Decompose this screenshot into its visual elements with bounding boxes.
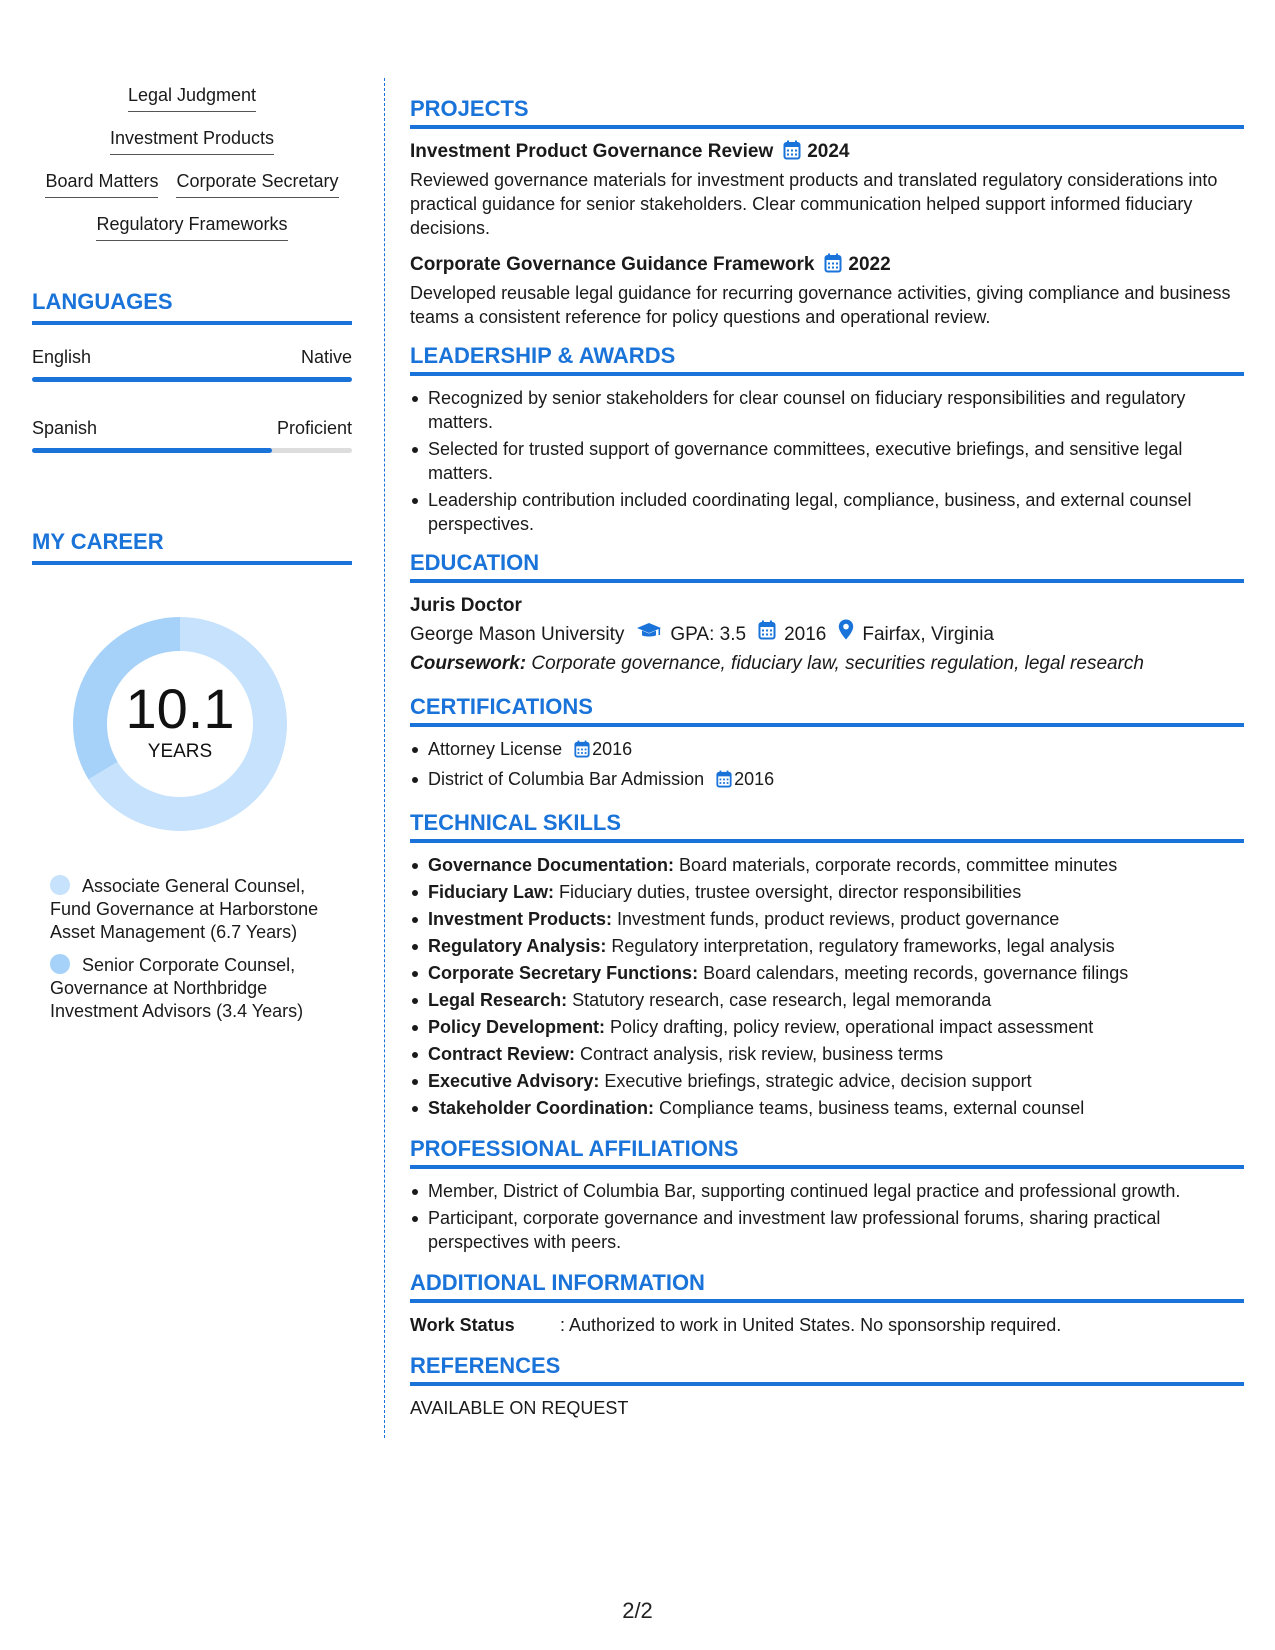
coursework-list: Corporate governance, fiduciary law, securities regulation, legal research	[526, 653, 1144, 674]
graduation-cap-icon	[636, 620, 662, 650]
career-section	[32, 529, 352, 1023]
skill-value: Compliance teams, business teams, external counsel	[654, 1098, 1085, 1118]
project-description: Developed reusable legal guidance for recurring governance activities, giving compliance and business teams a consistent reference for policy questions and operational review.	[410, 283, 1231, 327]
skill-label: Governance Documentation:	[428, 855, 675, 875]
career-role: Associate General Counsel, Fund Governance at Harborstone Asset Management (6.7 Years)	[50, 876, 319, 942]
section-heading: REFERENCES	[410, 1353, 1244, 1386]
skill-item	[410, 1015, 1244, 1039]
skill-tag: Regulatory Frameworks	[96, 213, 287, 241]
languages-section	[32, 289, 352, 453]
skill-label: Regulatory Analysis:	[428, 936, 607, 956]
calendar-icon	[716, 770, 732, 794]
skill-label: Corporate Secretary Functions:	[428, 963, 699, 983]
language-name: Spanish	[32, 418, 98, 438]
skill-value: Statutory research, case research, legal memoranda	[567, 990, 992, 1010]
language-bar-fill	[32, 448, 272, 453]
language-item	[32, 416, 352, 453]
certification-item	[410, 737, 1244, 764]
calendar-icon	[574, 740, 590, 764]
career-legend	[50, 875, 330, 1023]
skill-label: Fiduciary Law:	[428, 882, 555, 902]
certifications-section	[410, 694, 1244, 794]
career-total-unit: YEARS	[147, 741, 213, 762]
list-item: Participant, corporate governance and investment law professional forums, sharing practical perspectives with peers.	[410, 1206, 1244, 1254]
section-heading: ADDITIONAL INFORMATION	[410, 1270, 1244, 1303]
language-level: Native	[300, 347, 352, 367]
calendar-icon	[783, 140, 801, 168]
project-item	[410, 252, 1244, 329]
project-title: Corporate Governance Guidance Framework	[410, 254, 815, 275]
school-location: Fairfax, Virginia	[862, 623, 994, 645]
certification-name: District of Columbia Bar Admission	[428, 769, 705, 789]
legend-dot	[50, 875, 70, 895]
skill-item	[410, 1069, 1244, 1093]
project-item	[410, 139, 1244, 240]
section-heading: LANGUAGES	[32, 289, 352, 325]
references-text: AVAILABLE ON REQUEST	[410, 1398, 629, 1418]
project-year: 2022	[848, 254, 891, 275]
skill-value: Board materials, corporate records, committee minutes	[674, 855, 1118, 875]
project-title: Investment Product Governance Review	[410, 141, 774, 162]
skill-label: Investment Products:	[428, 909, 613, 929]
skill-value: Fiduciary duties, trustee oversight, director responsibilities	[554, 882, 1022, 902]
skill-label: Legal Research:	[428, 990, 568, 1010]
language-level: Proficient	[276, 418, 352, 438]
graduation-year: 2016	[784, 623, 827, 645]
left-column	[32, 84, 352, 1033]
section-heading: PROJECTS	[410, 96, 1244, 129]
skill-tags	[32, 84, 352, 241]
column-divider	[384, 78, 385, 1438]
leadership-section	[410, 343, 1244, 536]
project-description: Reviewed governance materials for investment products and translated regulatory considerations into practical guidance for senior stakeholders. Clear communication helped support informed fiduciary decisions.	[410, 170, 1218, 238]
career-legend-item	[50, 875, 330, 944]
certification-item	[410, 767, 1244, 794]
skill-value: Investment funds, product reviews, product governance	[612, 909, 1060, 929]
technical-skills-section	[410, 810, 1244, 1120]
career-legend-item	[50, 954, 330, 1023]
section-heading: PROFESSIONAL AFFILIATIONS	[410, 1136, 1244, 1169]
skill-item	[410, 961, 1244, 985]
language-bar-fill	[32, 377, 352, 382]
page-number: 2/2	[622, 1598, 653, 1623]
calendar-icon	[758, 620, 776, 650]
education-section	[410, 550, 1244, 678]
section-heading: MY CAREER	[32, 529, 352, 565]
info-value: : Authorized to work in United States. No sponsorship required.	[560, 1315, 1062, 1335]
skill-tag: Board Matters	[45, 170, 158, 198]
career-donut-chart	[65, 609, 295, 839]
additional-info-section	[410, 1270, 1244, 1337]
legend-dot	[50, 954, 70, 974]
list-item: Recognized by senior stakeholders for clear counsel on fiduciary responsibilities and regulatory matters.	[410, 386, 1244, 434]
language-name: English	[32, 347, 92, 367]
skill-item	[410, 853, 1244, 877]
skill-label: Contract Review:	[428, 1044, 576, 1064]
degree: Juris Doctor	[410, 595, 522, 616]
info-key: Work Status	[410, 1315, 515, 1335]
skill-value: Contract analysis, risk review, business terms	[575, 1044, 944, 1064]
list-item: Selected for trusted support of governance committees, executive briefings, and sensitive legal matters.	[410, 437, 1244, 485]
references-section	[410, 1353, 1244, 1420]
skill-label: Executive Advisory:	[428, 1071, 600, 1091]
section-heading: TECHNICAL SKILLS	[410, 810, 1244, 843]
coursework-label: Coursework:	[410, 653, 527, 674]
skill-item	[410, 907, 1244, 931]
certification-year: 2016	[592, 739, 633, 759]
skill-value: Executive briefings, strategic advice, decision support	[599, 1071, 1032, 1091]
skill-value: Policy drafting, policy review, operational impact assessment	[605, 1017, 1094, 1037]
calendar-icon	[824, 253, 842, 281]
section-heading: EDUCATION	[410, 550, 1244, 583]
skill-tag: Investment Products	[110, 127, 274, 155]
right-column	[410, 96, 1244, 1434]
projects-section	[410, 96, 1244, 329]
project-year: 2024	[807, 141, 850, 162]
list-item: Leadership contribution included coordinating legal, compliance, business, and external counsel perspectives.	[410, 488, 1244, 536]
language-bar	[32, 448, 352, 453]
language-bar	[32, 377, 352, 382]
skill-value: Regulatory interpretation, regulatory frameworks, legal analysis	[606, 936, 1115, 956]
section-heading: LEADERSHIP & AWARDS	[410, 343, 1244, 376]
list-item: Member, District of Columbia Bar, supporting continued legal practice and professional growth.	[410, 1179, 1244, 1203]
skill-label: Stakeholder Coordination:	[428, 1098, 655, 1118]
gpa: GPA: 3.5	[670, 623, 747, 645]
skill-item	[410, 1096, 1244, 1120]
skill-label: Policy Development:	[428, 1017, 606, 1037]
skill-item	[410, 1042, 1244, 1066]
certification-name: Attorney License	[428, 739, 563, 759]
section-heading: CERTIFICATIONS	[410, 694, 1244, 727]
skill-tag: Corporate Secretary	[176, 170, 338, 198]
skill-item	[410, 988, 1244, 1012]
certification-year: 2016	[734, 769, 775, 789]
career-total-years: 10.1	[125, 677, 235, 740]
map-pin-icon	[838, 619, 854, 650]
skill-item	[410, 880, 1244, 904]
career-role: Senior Corporate Counsel, Governance at Northbridge Investment Advisors (3.4 Years)	[50, 955, 304, 1021]
skill-item	[410, 934, 1244, 958]
skill-value: Board calendars, meeting records, governance filings	[698, 963, 1129, 983]
language-item	[32, 345, 352, 382]
school-name: George Mason University	[410, 623, 625, 645]
affiliations-section	[410, 1136, 1244, 1254]
skill-tag: Legal Judgment	[128, 84, 256, 112]
